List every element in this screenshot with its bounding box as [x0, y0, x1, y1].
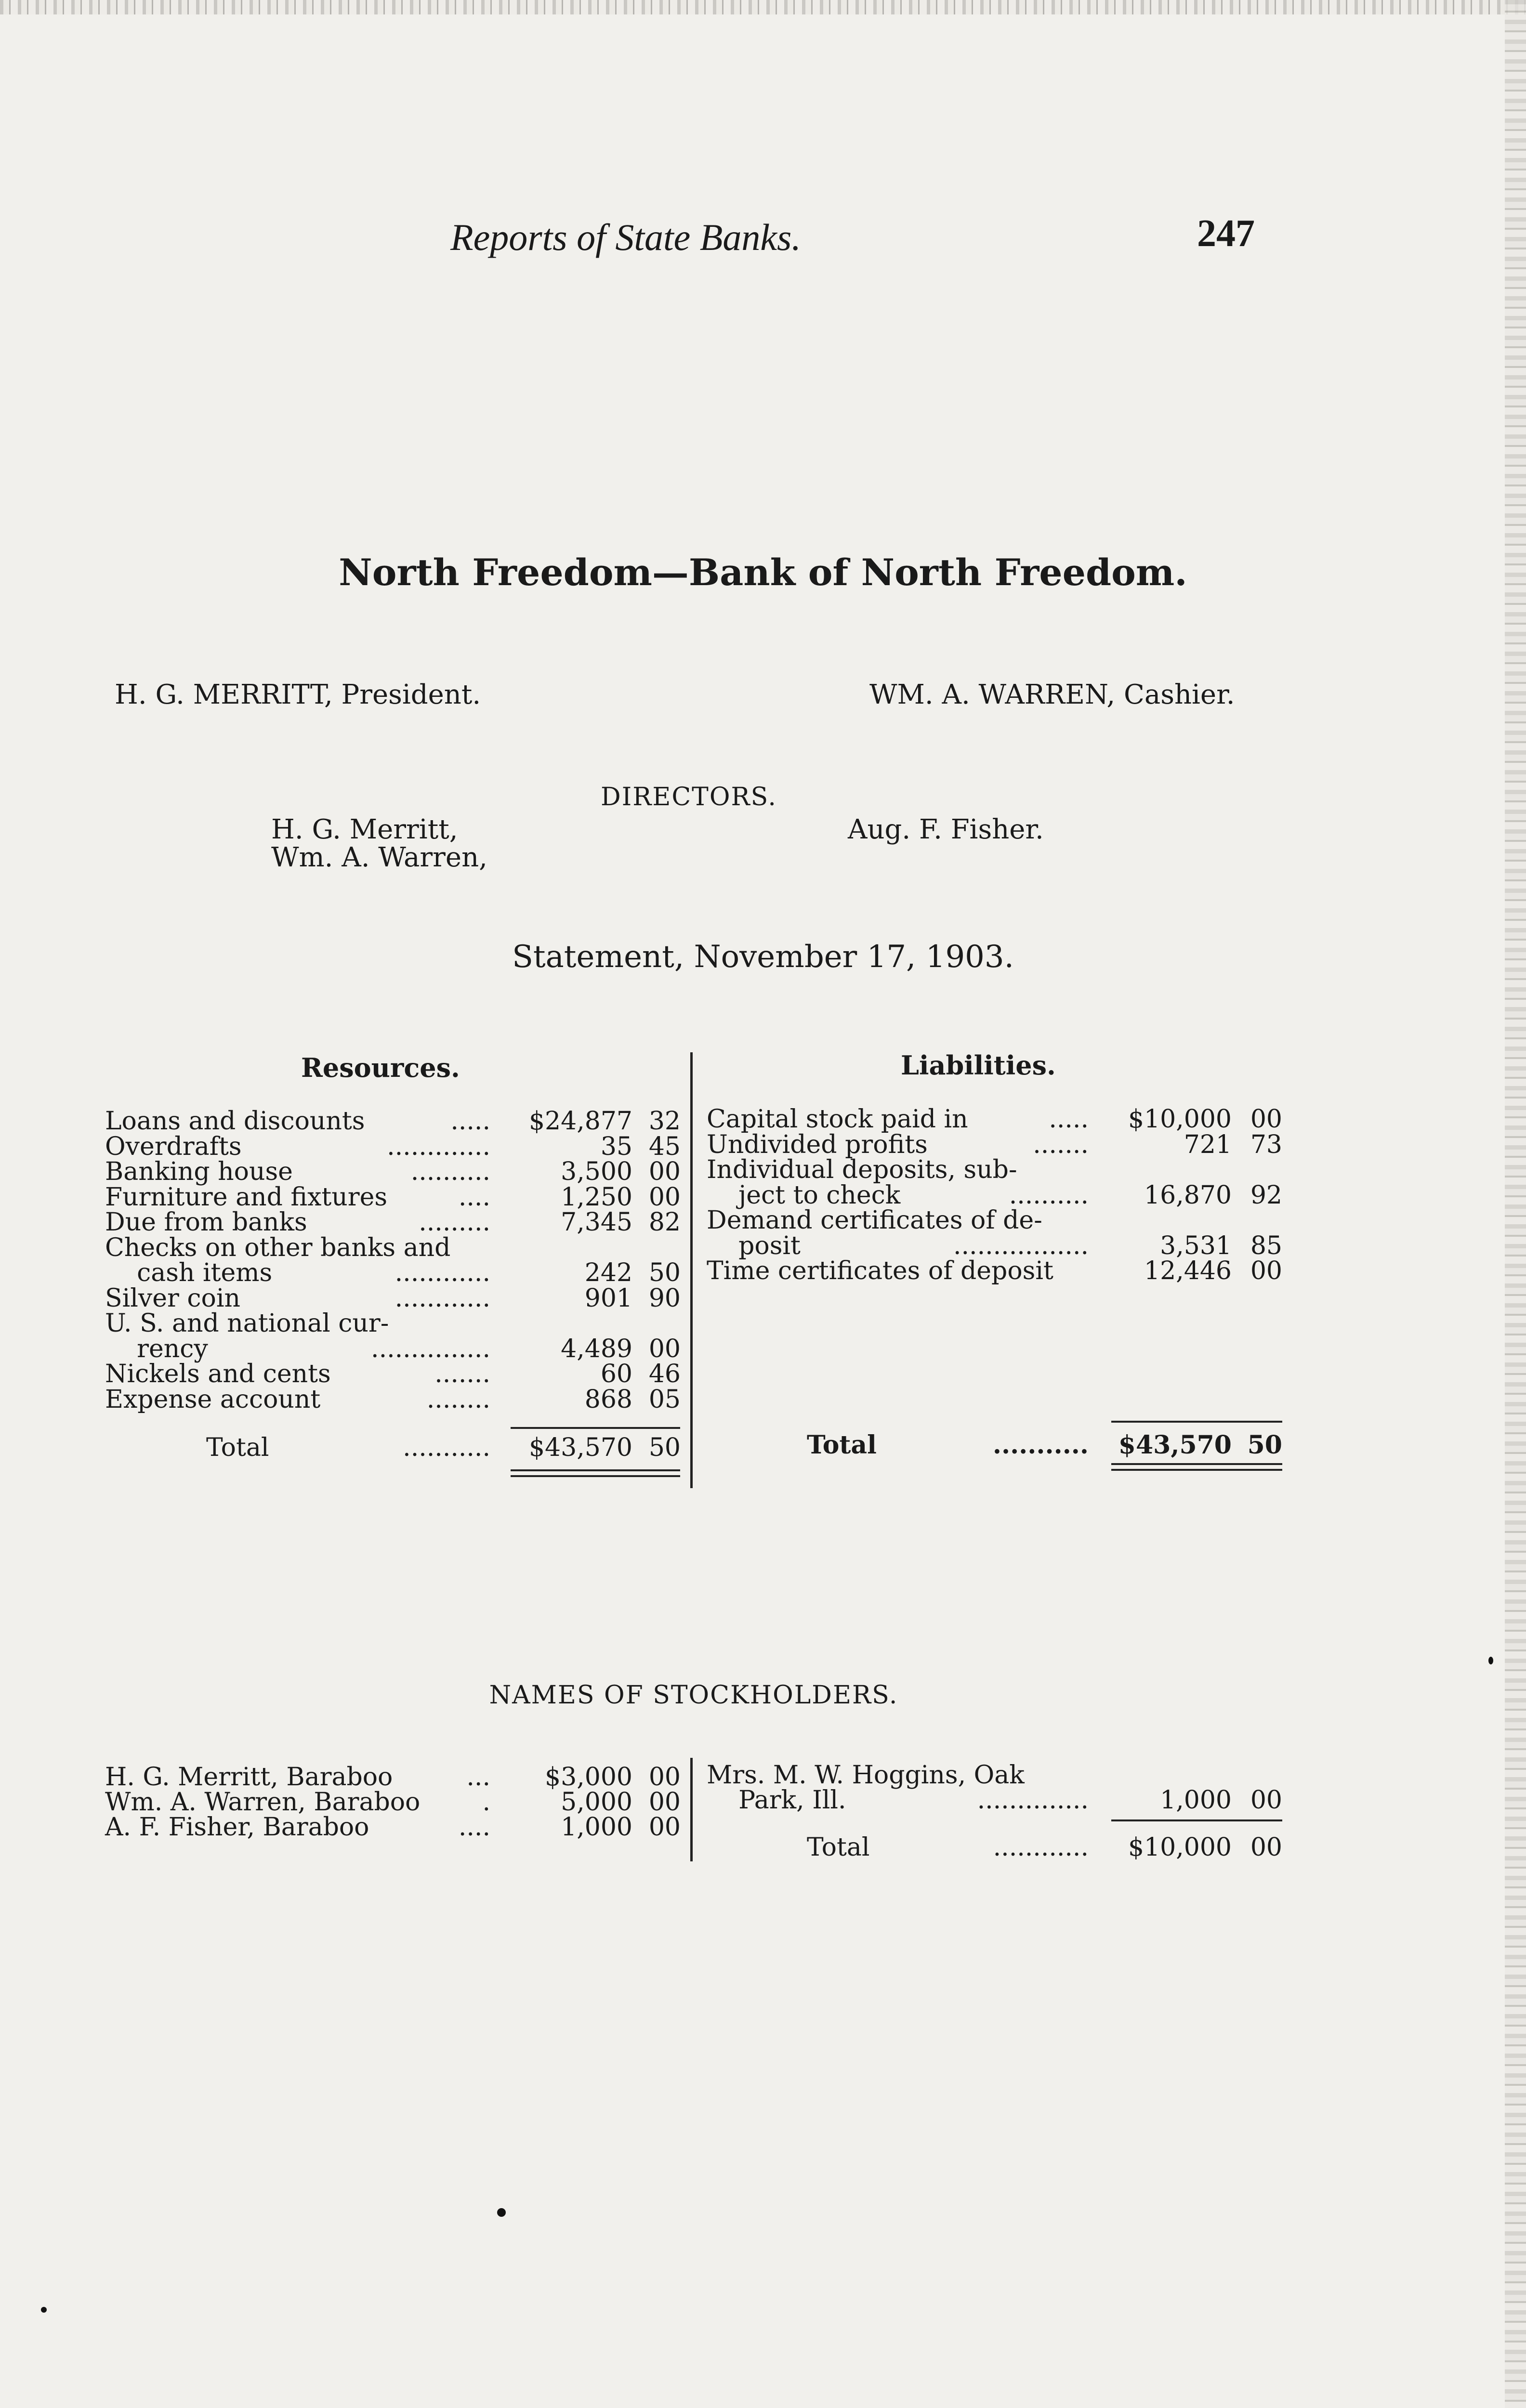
leader-dots: ............: [993, 1835, 1089, 1860]
row-label: Mrs. M. W. Hoggins, Oak: [707, 1761, 1025, 1790]
leader-dots: .................: [953, 1233, 1089, 1258]
liability-row: [707, 1157, 1285, 1184]
leader-dots: ...: [466, 1765, 490, 1790]
leader-dots: ...........: [403, 1435, 490, 1460]
director-name: Wm. A. Warren,: [271, 842, 487, 873]
row-label: Capital stock paid in: [707, 1105, 968, 1134]
resource-row: [105, 1361, 683, 1388]
amount-cents: 92: [1250, 1180, 1282, 1210]
row-label: Silver coin: [105, 1283, 240, 1313]
total-rule: [511, 1427, 680, 1429]
amount-cents: 82: [648, 1208, 681, 1237]
scan-right-edge: [1505, 0, 1526, 2408]
leader-dots: ...............: [371, 1336, 490, 1361]
amount-cents: 73: [1250, 1130, 1282, 1159]
leader-dots: ..........: [410, 1159, 490, 1184]
directors-heading: DIRECTORS.: [601, 783, 777, 811]
resource-row: [105, 1159, 683, 1186]
row-label: Undivided profits: [707, 1130, 928, 1159]
amount-dollars: 3,531: [1160, 1231, 1232, 1260]
leader-dots: ...........: [992, 1433, 1089, 1458]
row-label: Checks on other banks and: [105, 1233, 451, 1262]
amount-dollars: $3,000: [545, 1763, 632, 1792]
resources-heading: Resources.: [301, 1052, 460, 1083]
resources-total-row: [105, 1435, 683, 1462]
row-label: Banking house: [105, 1157, 293, 1186]
bank-title: North Freedom—Bank of North Freedom.: [339, 551, 1187, 594]
amount-dollars: 242: [584, 1258, 632, 1287]
leader-dots: ..............: [977, 1788, 1089, 1813]
leader-dots: ........: [426, 1387, 490, 1412]
amount-cents: 00: [648, 1157, 681, 1186]
stockholders-total-row: [707, 1835, 1285, 1862]
director-name: Aug. F. Fisher.: [848, 814, 1044, 845]
leader-dots: .: [482, 1790, 490, 1815]
resource-row: [105, 1260, 683, 1287]
row-label: ject to check: [707, 1180, 901, 1210]
row-label: rency: [105, 1334, 208, 1363]
amount-dollars: 7,345: [561, 1208, 632, 1237]
amount-dollars: $10,000: [1128, 1105, 1232, 1134]
leader-dots: ............: [395, 1285, 490, 1311]
amount-dollars: 60: [600, 1360, 632, 1388]
amount-dollars: 35: [600, 1132, 632, 1161]
row-label: Furniture and fixtures: [105, 1182, 388, 1212]
liability-row: [707, 1258, 1285, 1285]
leader-dots: .........: [419, 1210, 490, 1235]
row-label: Individual deposits, sub-: [707, 1155, 1017, 1184]
amount-cents: 00: [1250, 1833, 1282, 1862]
amount-dollars: 12,446: [1144, 1256, 1232, 1285]
leader-dots: .......: [1033, 1132, 1089, 1157]
president-line: H. G. MERRITT, President.: [115, 679, 481, 710]
amount-cents: 00: [648, 1788, 681, 1817]
total-rule: [1111, 1819, 1282, 1821]
amount-cents: 00: [648, 1182, 681, 1212]
leader-dots: ....: [458, 1815, 490, 1840]
liability-row: [707, 1107, 1285, 1134]
double-rule: [1111, 1469, 1282, 1471]
amount-cents: 00: [1250, 1256, 1282, 1285]
amount-dollars: 901: [584, 1283, 632, 1313]
amount-cents: 00: [1250, 1105, 1282, 1134]
amount-cents: 00: [648, 1763, 681, 1792]
print-speck: [1488, 1657, 1493, 1664]
row-label: A. F. Fisher, Baraboo: [105, 1813, 369, 1842]
amount-cents: 00: [648, 1813, 681, 1842]
cashier-line: WM. A. WARREN, Cashier.: [869, 679, 1235, 710]
resource-row: [105, 1387, 683, 1414]
liabilities-total-row: [707, 1430, 1285, 1460]
resource-row: [105, 1311, 683, 1338]
leader-dots: .............: [387, 1134, 490, 1159]
row-label: Wm. A. Warren, Baraboo: [105, 1788, 421, 1817]
page-number: 247: [1197, 212, 1255, 255]
row-label: Nickels and cents: [105, 1360, 331, 1388]
liabilities-heading: Liabilities.: [901, 1050, 1056, 1081]
amount-cents: 46: [648, 1360, 681, 1388]
stockholder-row: [105, 1815, 683, 1842]
amount-cents: 50: [648, 1433, 681, 1462]
amount-cents: 00: [648, 1334, 681, 1363]
column-divider: [690, 1052, 693, 1488]
amount-dollars: 5,000: [561, 1788, 632, 1817]
leader-dots: .....: [450, 1109, 490, 1134]
amount-cents: 50: [648, 1258, 681, 1287]
amount-cents: 50: [1247, 1430, 1282, 1460]
amount-dollars: $24,877: [528, 1107, 632, 1136]
row-label: Due from banks: [105, 1208, 307, 1237]
amount-cents: 85: [1250, 1231, 1282, 1260]
leader-dots: ..........: [1009, 1182, 1089, 1208]
amount-dollars: $43,570: [528, 1433, 632, 1462]
row-label: Total: [807, 1833, 870, 1862]
row-label: Expense account: [105, 1385, 321, 1414]
stockholders-heading: NAMES OF STOCKHOLDERS.: [489, 1681, 898, 1710]
amount-cents: 45: [648, 1132, 681, 1161]
row-label: Loans and discounts: [105, 1107, 365, 1136]
row-label: Overdrafts: [105, 1132, 242, 1161]
print-speck: [41, 2307, 47, 2313]
amount-cents: 05: [648, 1385, 681, 1414]
amount-cents: 00: [1250, 1786, 1282, 1815]
stockholder-row: [707, 1788, 1285, 1815]
liability-row: [707, 1208, 1285, 1235]
statement-title: Statement, November 17, 1903.: [512, 939, 1014, 975]
row-label: H. G. Merritt, Baraboo: [105, 1763, 393, 1792]
double-rule: [1111, 1463, 1282, 1465]
leader-dots: ............: [395, 1260, 490, 1285]
amount-dollars: $10,000: [1128, 1833, 1232, 1862]
amount-dollars: 1,000: [561, 1813, 632, 1842]
amount-dollars: 16,870: [1144, 1180, 1232, 1210]
double-rule: [511, 1475, 680, 1477]
resource-row: [105, 1210, 683, 1237]
row-label: U. S. and national cur-: [105, 1309, 389, 1338]
column-divider: [690, 1758, 693, 1861]
row-label: Demand certificates of de-: [707, 1206, 1042, 1235]
amount-dollars: 1,000: [1160, 1786, 1232, 1815]
leader-dots: ....: [458, 1184, 490, 1210]
running-title: Reports of State Banks.: [450, 216, 801, 258]
amount-dollars: 4,489: [561, 1334, 632, 1363]
amount-cents: 90: [648, 1283, 681, 1313]
amount-dollars: $43,570: [1118, 1430, 1232, 1460]
row-label: Total: [206, 1433, 269, 1462]
leader-dots: .......: [434, 1361, 490, 1387]
row-label: posit: [707, 1231, 801, 1260]
director-name: H. G. Merritt,: [271, 814, 458, 845]
total-rule: [1111, 1421, 1282, 1423]
amount-dollars: 3,500: [561, 1157, 632, 1186]
row-label: Time certificates of deposit: [707, 1256, 1053, 1285]
amount-dollars: 1,250: [561, 1182, 632, 1212]
resource-row: [105, 1109, 683, 1136]
print-speck: [497, 2208, 506, 2217]
row-label: Total: [807, 1430, 877, 1460]
amount-dollars: 721: [1184, 1130, 1232, 1159]
double-rule: [511, 1469, 680, 1471]
row-label: cash items: [105, 1258, 273, 1287]
amount-dollars: 868: [584, 1385, 632, 1414]
amount-cents: 32: [648, 1107, 681, 1136]
scan-top-edge: [0, 0, 1526, 14]
leader-dots: .....: [1049, 1107, 1089, 1132]
row-label: Park, Ill.: [707, 1786, 846, 1815]
